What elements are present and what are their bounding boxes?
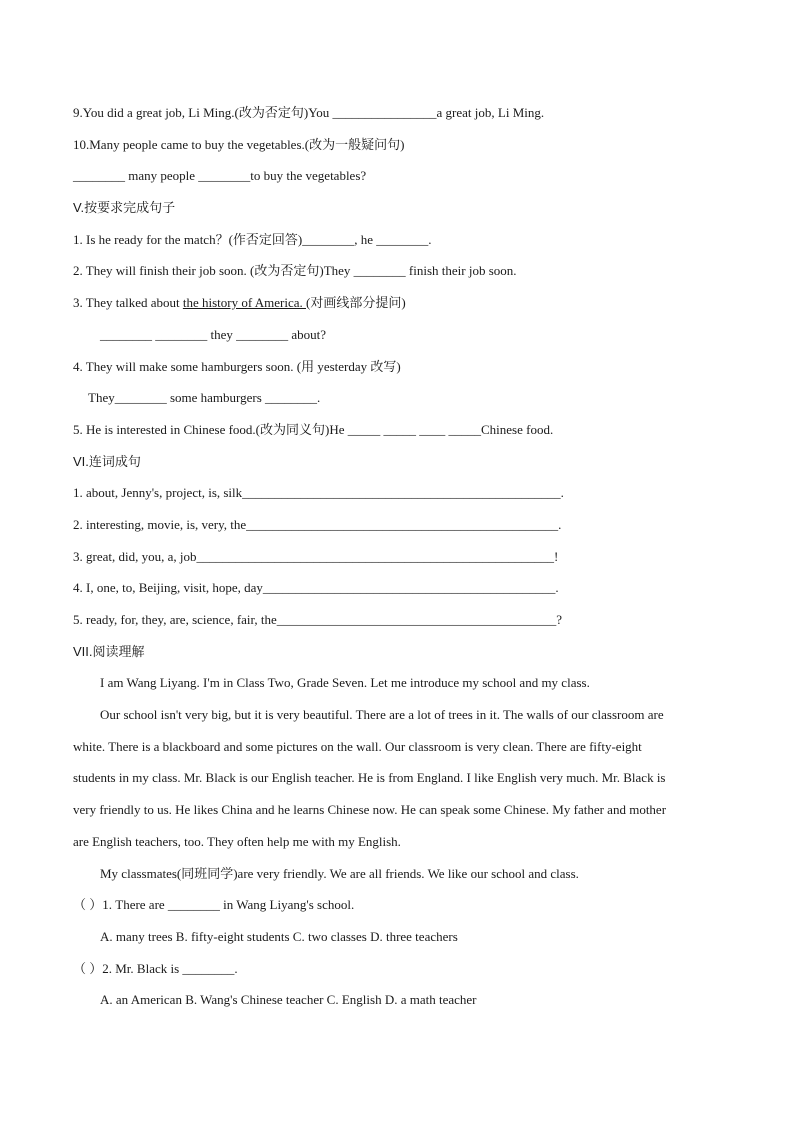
- item-3-instruction: (对画线部分提问): [305, 295, 406, 310]
- passage-line: Our school isn't very big, but it is very beautiful. There are a lot of trees in it. The walls of our classroom are: [100, 707, 664, 722]
- section-v-item-5: 5. He is interested in Chinese food.(改为同义句)He _____ _____ ____ _____Chinese food.: [73, 422, 554, 437]
- passage-paragraph-1: I am Wang Liyang. I'm in Class Two, Grade Seven. Let me introduce my school and my class.: [100, 675, 590, 690]
- passage-paragraph-3: My classmates(同班同学)are very friendly. We are all friends. We like our school and class.: [100, 866, 579, 881]
- section-vi-heading: VI.连词成句: [73, 454, 141, 469]
- section-v-item-3-answer-line: ________ ________ they ________ about?: [100, 327, 327, 342]
- section-v-item-4: 4. They will make some hamburgers soon. (用 yesterday 改写): [73, 359, 401, 374]
- passage-line: very friendly to us. He likes China and he learns Chinese now. He can speak some Chinese. My father and mother: [73, 802, 667, 817]
- section-vi-item-2: 2. interesting, movie, is, very, the________________________________________________.: [73, 517, 562, 532]
- question-10-prompt: 10.Many people came to buy the vegetables.(改为一般疑问句): [73, 137, 405, 152]
- item-3-underlined-phrase: the history of America.: [182, 295, 306, 310]
- section-vi-item-1: 1. about, Jenny's, project, is, silk_________________________________________________.: [73, 485, 564, 500]
- question-9-negative: 9.You did a great job, Li Ming.(改为否定句)You ________________a great job, Li Ming.: [73, 105, 545, 120]
- section-vii-heading: VII.阅读理解: [73, 644, 145, 659]
- section-vi-item-3: 3. great, did, you, a, job_______________________________________________________!: [73, 549, 559, 564]
- section-v-item-4-answer-line: They________ some hamburgers ________.: [88, 390, 321, 405]
- section-v-heading: V.按要求完成句子: [73, 200, 176, 215]
- reading-question-2-options: A. an American B. Wang's Chinese teacher C. English D. a math teacher: [100, 992, 477, 1007]
- section-vi-item-4: 4. I, one, to, Beijing, visit, hope, day_____________________________________________.: [73, 580, 559, 595]
- section-v-item-2: 2. They will finish their job soon. (改为否定句)They ________ finish their job soon.: [73, 263, 517, 278]
- reading-question-1-options: A. many trees B. fifty-eight students C. two classes D. three teachers: [100, 929, 458, 944]
- reading-question-1: （ ）1. There are ________ in Wang Liyang's school.: [73, 897, 355, 912]
- section-v-item-3: [73, 294, 406, 312]
- item-3-lead: 3. They talked about: [73, 295, 183, 310]
- passage-line: white. There is a blackboard and some pictures on the wall. Our classroom is very clean. There are fifty-eight: [73, 739, 642, 754]
- question-10-answer-line: ________ many people ________to buy the vegetables?: [73, 168, 367, 183]
- passage-line: are English teachers, too. They often help me with my English.: [73, 834, 401, 849]
- passage-line: students in my class. Mr. Black is our English teacher. He is from England. I like English very much. Mr. Black is: [73, 770, 666, 785]
- section-vi-item-5: 5. ready, for, they, are, science, fair, the___________________________________________?: [73, 612, 562, 627]
- reading-question-2: （ ）2. Mr. Black is ________.: [73, 961, 238, 976]
- section-v-item-1: 1. Is he ready for the match？(作否定回答)________, he ________.: [73, 232, 432, 247]
